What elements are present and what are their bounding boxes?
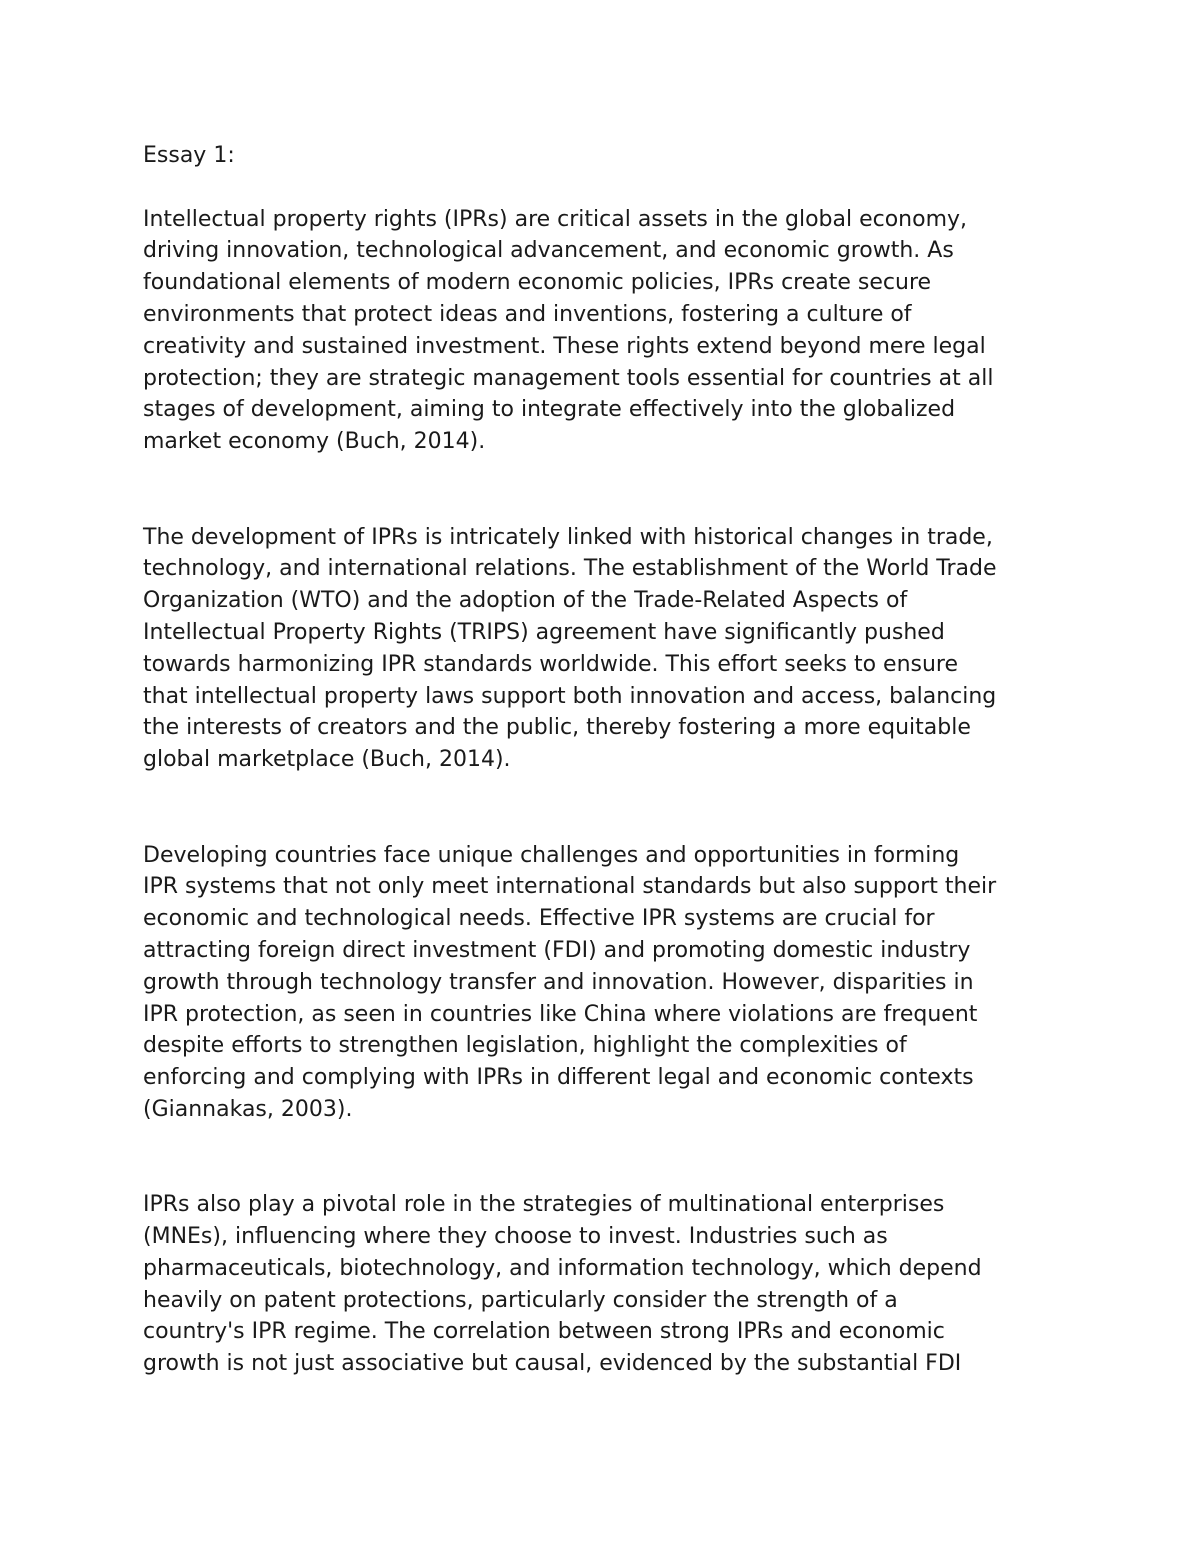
essay-heading: Essay 1: bbox=[143, 143, 235, 168]
paragraph-line: attracting foreign direct investment (FDI) and promoting domestic industry bbox=[143, 937, 971, 963]
paragraph-1 bbox=[143, 204, 1078, 458]
paragraph-line: economic and technological needs. Effective IPR systems are crucial for bbox=[143, 906, 935, 932]
paragraph-line: IPR protection, as seen in countries like China where violations are frequent bbox=[143, 1001, 978, 1027]
paragraph-line: protection; they are strategic management tools essential for countries at all bbox=[143, 365, 994, 391]
paragraph-line: pharmaceuticals, biotechnology, and information technology, which depend bbox=[143, 1255, 982, 1281]
paragraph-line: creativity and sustained investment. These rights extend beyond mere legal bbox=[143, 333, 986, 359]
paragraph-line: that intellectual property laws support both innovation and access, balancing bbox=[143, 683, 997, 709]
document-body bbox=[143, 140, 1078, 1380]
paragraph-3 bbox=[143, 840, 1078, 1126]
paragraph-line: technology, and international relations. The establishment of the World Trade bbox=[143, 556, 997, 582]
paragraph-line: country's IPR regime. The correlation between strong IPRs and economic bbox=[143, 1319, 945, 1345]
paragraph-line: the interests of creators and the public, thereby fostering a more equitable bbox=[143, 715, 971, 741]
paragraph-4 bbox=[143, 1189, 1078, 1380]
paragraph-list bbox=[143, 204, 1078, 1380]
paragraph-line: heavily on patent protections, particularly consider the strength of a bbox=[143, 1287, 898, 1313]
paragraph-line: Intellectual Property Rights (TRIPS) agreement have significantly pushed bbox=[143, 619, 945, 645]
paragraph-line: (Giannakas, 2003). bbox=[143, 1096, 353, 1122]
paragraph-line: market economy (Buch, 2014). bbox=[143, 429, 486, 455]
paragraph-line: enforcing and complying with IPRs in different legal and economic contexts bbox=[143, 1065, 974, 1091]
paragraph-line: environments that protect ideas and inventions, fostering a culture of bbox=[143, 301, 912, 327]
paragraph-line: driving innovation, technological advancement, and economic growth. As bbox=[143, 238, 954, 264]
paragraph-line: Intellectual property rights (IPRs) are critical assets in the global economy, bbox=[143, 206, 968, 232]
paragraph-line: foundational elements of modern economic policies, IPRs create secure bbox=[143, 270, 932, 296]
paragraph-line: growth through technology transfer and innovation. However, disparities in bbox=[143, 969, 974, 995]
paragraph-line: Developing countries face unique challenges and opportunities in forming bbox=[143, 842, 960, 868]
paragraph-2 bbox=[143, 522, 1078, 776]
paragraph-line: despite efforts to strengthen legislation, highlight the complexities of bbox=[143, 1033, 907, 1059]
paragraph-line: The development of IPRs is intricately linked with historical changes in trade, bbox=[143, 524, 993, 550]
paragraph-line: Organization (WTO) and the adoption of the Trade-Related Aspects of bbox=[143, 588, 908, 614]
paragraph-line: (MNEs), influencing where they choose to invest. Industries such as bbox=[143, 1224, 888, 1250]
paragraph-line: stages of development, aiming to integrate effectively into the globalized bbox=[143, 397, 956, 423]
paragraph-line: IPRs also play a pivotal role in the strategies of multinational enterprises bbox=[143, 1192, 945, 1218]
paragraph-line: IPR systems that not only meet international standards but also support their bbox=[143, 874, 997, 900]
paragraph-line: growth is not just associative but causal, evidenced by the substantial FDI bbox=[143, 1351, 962, 1377]
paragraph-line: towards harmonizing IPR standards worldwide. This effort seeks to ensure bbox=[143, 651, 959, 677]
paragraph-line: global marketplace (Buch, 2014). bbox=[143, 747, 511, 773]
